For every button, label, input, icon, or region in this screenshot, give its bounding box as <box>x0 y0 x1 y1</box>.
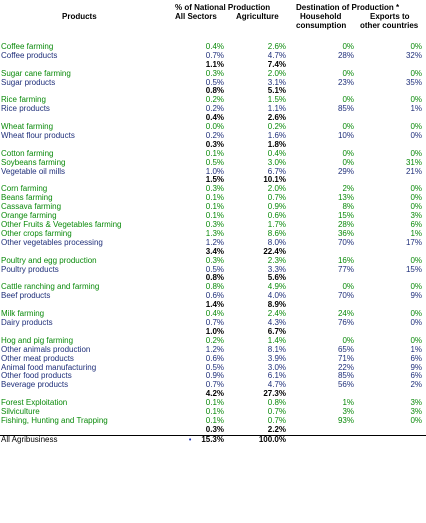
agriculture-value: 1.5% <box>267 96 286 105</box>
table-body <box>0 34 426 435</box>
agriculture-value: 3.9% <box>267 354 286 363</box>
agriculture-value: 3.1% <box>267 78 286 87</box>
all-sectors-value: 0.1% <box>205 194 224 203</box>
exports-value: 0% <box>410 42 422 51</box>
all-sectors-value: 0.7% <box>205 381 224 390</box>
product-name: Hog and pig farming <box>1 336 74 345</box>
all-sectors-value: 0.1% <box>205 416 224 425</box>
household-value <box>290 34 358 43</box>
exports-value <box>358 61 426 70</box>
all-sectors-value: 0.8% <box>205 274 224 283</box>
all-sectors-value: 0.5% <box>205 265 224 274</box>
household-value: 15% <box>337 212 354 221</box>
product-name: Cassava farming <box>1 203 62 212</box>
product-name <box>0 274 165 283</box>
agriculture-value: 2.6% <box>267 114 286 123</box>
agriculture-value: 0.4% <box>267 149 286 158</box>
table-row <box>0 79 426 88</box>
exports-value: 1% <box>410 105 422 114</box>
products-header: Products <box>62 12 97 21</box>
product-name <box>0 248 165 257</box>
product-name: Forest Exploitation <box>1 399 68 408</box>
agriculture-value: 8.1% <box>267 345 286 354</box>
all-sectors-value: 0.8% <box>205 87 224 96</box>
all-sectors-value: 0.1% <box>205 203 224 212</box>
table-row <box>0 257 426 266</box>
subtotal-row <box>0 176 426 185</box>
table-row <box>0 168 426 177</box>
household-value: 2% <box>342 185 354 194</box>
agriculture-value: 5.6% <box>267 274 286 283</box>
all-sectors-value: 0.5% <box>205 363 224 372</box>
agriculture-value: 2.0% <box>267 185 286 194</box>
agriculture-value: 8.9% <box>267 301 286 310</box>
all-sectors-header: All Sectors <box>175 12 217 21</box>
household-value: 8% <box>342 203 354 212</box>
all-sectors-value: 0.3% <box>205 425 224 434</box>
product-name: Rice products <box>1 105 50 114</box>
all-sectors-value: 1.4% <box>205 301 224 310</box>
table-row <box>0 408 426 417</box>
product-name <box>0 426 165 435</box>
product-name: Coffee products <box>1 51 58 60</box>
total-all-value: 15.3% <box>201 435 224 444</box>
agriculture-value: 0.7% <box>267 194 286 203</box>
exports-value: 6% <box>410 221 422 230</box>
product-name: Soybeans farming <box>1 158 66 167</box>
table-row <box>0 310 426 319</box>
exports-value <box>358 114 426 123</box>
exports-value: 0% <box>410 185 422 194</box>
agriculture-value: 4.0% <box>267 292 286 301</box>
table-row <box>0 355 426 364</box>
household-value: 0% <box>342 123 354 132</box>
subtotal-row <box>0 301 426 310</box>
agriculture-value: 0.6% <box>267 212 286 221</box>
household-value: 10% <box>337 131 354 140</box>
total-row <box>0 435 426 445</box>
exports-value <box>358 34 426 43</box>
household-value: 0% <box>342 158 354 167</box>
total-exports <box>358 435 426 445</box>
household-value: 0% <box>342 96 354 105</box>
household-value: 1% <box>342 399 354 408</box>
table-row <box>0 123 426 132</box>
household-value: 0% <box>342 69 354 78</box>
total-household <box>290 435 358 445</box>
exports-header: Exports to <box>370 12 410 21</box>
exports-value: 3% <box>410 399 422 408</box>
product-name <box>0 176 165 185</box>
product-name: Other animals production <box>1 345 91 354</box>
exports-value: 0% <box>410 256 422 265</box>
product-name: Poultry and egg production <box>1 256 97 265</box>
all-sectors-value: 3.4% <box>205 247 224 256</box>
product-name <box>0 390 165 399</box>
all-sectors-value: 0.3% <box>205 221 224 230</box>
agriculture-value: 2.6% <box>267 42 286 51</box>
household-value: 29% <box>337 167 354 176</box>
product-name: Vegetable oil mills <box>1 167 66 176</box>
household-value <box>290 426 358 435</box>
household-value <box>290 274 358 283</box>
table-row <box>0 132 426 141</box>
exports-value: 0% <box>410 336 422 345</box>
table-row <box>0 346 426 355</box>
agriculture-value: 0.2% <box>267 123 286 132</box>
exports-value: 0% <box>410 194 422 203</box>
table-row <box>0 105 426 114</box>
table-row <box>0 96 426 105</box>
household-value: 0% <box>342 149 354 158</box>
exports-value: 0% <box>410 69 422 78</box>
all-sectors-value: 0.1% <box>205 212 224 221</box>
table-row <box>0 221 426 230</box>
household-value: 24% <box>337 310 354 319</box>
exports-value <box>358 328 426 337</box>
household-value <box>290 328 358 337</box>
exports-value: 3% <box>410 212 422 221</box>
agriculture-value: 4.7% <box>267 51 286 60</box>
household-value <box>290 301 358 310</box>
household-value: 65% <box>337 345 354 354</box>
agriculture-value <box>228 34 290 43</box>
all-sectors-value: 0.5% <box>205 158 224 167</box>
all-sectors-value: 0.3% <box>205 256 224 265</box>
product-name <box>0 301 165 310</box>
agriculture-value: 3.3% <box>267 265 286 274</box>
all-sectors-value: 0.9% <box>205 372 224 381</box>
all-sectors-value: 0.4% <box>205 310 224 319</box>
all-sectors-value: 0.6% <box>205 292 224 301</box>
product-name: Orange farming <box>1 212 57 221</box>
exports-value: 0% <box>410 318 422 327</box>
household-value <box>290 87 358 96</box>
product-name: Other vegetables processing <box>1 238 103 247</box>
exports-value <box>358 274 426 283</box>
agriculture-value: 6.7% <box>267 327 286 336</box>
exports-value: 0% <box>410 283 422 292</box>
product-name <box>0 328 165 337</box>
product-name <box>0 114 165 123</box>
exports-value: 0% <box>410 96 422 105</box>
agriculture-value: 0.8% <box>267 399 286 408</box>
household-value <box>290 61 358 70</box>
product-name: Beverage products <box>1 381 69 390</box>
all-sectors-value: 0.5% <box>205 78 224 87</box>
table-row <box>0 239 426 248</box>
household-value: 23% <box>337 78 354 87</box>
all-sectors-value: 1.3% <box>205 229 224 238</box>
exports-value: 2% <box>410 381 422 390</box>
agriculture-value: 0.7% <box>267 408 286 417</box>
all-sectors-value: 1.0% <box>205 327 224 336</box>
household-value: 0% <box>342 336 354 345</box>
agriculture-value: 1.6% <box>267 131 286 140</box>
exports-value: 35% <box>405 78 422 87</box>
agriculture-value: 4.9% <box>267 283 286 292</box>
table-header <box>0 0 426 34</box>
agriculture-value: 2.4% <box>267 310 286 319</box>
household-value: 85% <box>337 105 354 114</box>
exports-value: 31% <box>405 158 422 167</box>
household-value <box>290 248 358 257</box>
product-name <box>0 141 165 150</box>
agriculture-value: 10.1% <box>263 176 286 185</box>
all-sectors-value: 1.5% <box>205 176 224 185</box>
table-row <box>0 337 426 346</box>
agriculture-value: 1.4% <box>267 336 286 345</box>
total-agriculture: 100.0% <box>228 435 290 445</box>
table-row <box>0 417 426 426</box>
table-row <box>0 203 426 212</box>
agriculture-value: 22.4% <box>263 247 286 256</box>
exports-value: 9% <box>410 292 422 301</box>
exports-value: 32% <box>405 51 422 60</box>
exports-value: 15% <box>405 265 422 274</box>
household-value: 22% <box>337 363 354 372</box>
table-row <box>0 266 426 275</box>
all-sectors-value: 1.2% <box>205 345 224 354</box>
household-value: 70% <box>337 292 354 301</box>
exports-value: 0% <box>410 310 422 319</box>
exports-value: 6% <box>410 372 422 381</box>
household-value <box>290 114 358 123</box>
agriculture-value: 2.0% <box>267 69 286 78</box>
household-value: 70% <box>337 238 354 247</box>
exports-value: 0% <box>410 203 422 212</box>
product-name: Wheat flour products <box>1 131 75 140</box>
household-value: 56% <box>337 381 354 390</box>
exports-value: 17% <box>405 238 422 247</box>
subtotal-row <box>0 426 426 435</box>
agriculture-value: 8.0% <box>267 238 286 247</box>
all-sectors-value: 0.1% <box>205 399 224 408</box>
all-sectors-value: 0.7% <box>205 51 224 60</box>
table-row <box>0 399 426 408</box>
exports-value: 0% <box>410 416 422 425</box>
subtotal-row <box>0 114 426 123</box>
exports-value: 0% <box>410 131 422 140</box>
all-sectors-value: 0.2% <box>205 96 224 105</box>
table-row <box>0 212 426 221</box>
subtotal-row <box>0 274 426 283</box>
agriculture-value: 2.3% <box>267 256 286 265</box>
agriculture-value: 1.1% <box>267 105 286 114</box>
agriculture-value: 3.0% <box>267 158 286 167</box>
product-name: Cattle ranching and farming <box>1 283 100 292</box>
agriculture-header: Agriculture <box>236 12 279 21</box>
household-value <box>290 176 358 185</box>
product-name: Wheat farming <box>1 123 54 132</box>
product-name: Rice farming <box>1 96 46 105</box>
product-name: Other Fruits & Vegetables farming <box>1 221 122 230</box>
exports-value: 6% <box>410 354 422 363</box>
product-name: Poultry products <box>1 265 59 274</box>
product-name: Sugar cane farming <box>1 69 71 78</box>
product-name <box>0 87 165 96</box>
subtotal-row <box>0 61 426 70</box>
product-name: Fishing, Hunting and Trapping <box>1 416 108 425</box>
subtotal-row <box>0 141 426 150</box>
agriculture-value: 7.4% <box>267 60 286 69</box>
agriculture-value: 8.6% <box>267 229 286 238</box>
exports-value <box>358 426 426 435</box>
product-name: Cotton farming <box>1 149 54 158</box>
all-sectors-value: 1.1% <box>205 60 224 69</box>
table-row <box>0 43 426 52</box>
all-sectors-value: 0.6% <box>205 354 224 363</box>
exports-value <box>358 390 426 399</box>
exports-value <box>358 248 426 257</box>
household-value: 16% <box>337 256 354 265</box>
agriculture-value: 0.7% <box>267 416 286 425</box>
product-name <box>0 61 165 70</box>
household-value: 85% <box>337 372 354 381</box>
table-row <box>0 159 426 168</box>
other-countries-header: other countries <box>360 21 419 30</box>
table-row <box>0 70 426 79</box>
product-name <box>0 34 165 43</box>
consumption-header: consumption <box>296 21 347 30</box>
table-row <box>0 292 426 301</box>
all-sectors-value: 0.1% <box>205 149 224 158</box>
all-sectors-value: 0.4% <box>205 114 224 123</box>
all-sectors-value: 0.0% <box>205 123 224 132</box>
subtotal-row <box>0 248 426 257</box>
table-row <box>0 319 426 328</box>
all-sectors-value: 0.7% <box>205 318 224 327</box>
household-value: 28% <box>337 51 354 60</box>
all-sectors-value: 4.2% <box>205 390 224 399</box>
all-sectors-value: 0.1% <box>205 408 224 417</box>
subtotal-row <box>0 328 426 337</box>
household-value: 93% <box>337 416 354 425</box>
all-sectors-value: 0.3% <box>205 140 224 149</box>
household-value: 0% <box>342 42 354 51</box>
table-row <box>0 364 426 373</box>
all-sectors-value: 0.3% <box>205 185 224 194</box>
table-row <box>0 52 426 61</box>
subtotal-row <box>0 87 426 96</box>
product-name: Animal food manufacturing <box>1 363 97 372</box>
agriculture-value: 1.8% <box>267 140 286 149</box>
exports-value <box>358 141 426 150</box>
household-value: 77% <box>337 265 354 274</box>
product-name: Beef products <box>1 292 51 301</box>
household-header: Household <box>300 12 342 21</box>
total-label: All Agribusiness <box>0 435 165 445</box>
agribusiness-table <box>0 34 426 446</box>
exports-value <box>358 176 426 185</box>
exports-value: 21% <box>405 167 422 176</box>
agriculture-value: 6.1% <box>267 372 286 381</box>
all-sectors-value: 1.0% <box>205 167 224 176</box>
household-value: 76% <box>337 318 354 327</box>
national-production-header: % of National Production <box>175 3 271 12</box>
exports-value: 9% <box>410 363 422 372</box>
exports-value: 0% <box>410 123 422 132</box>
all-sectors-value: 0.2% <box>205 105 224 114</box>
exports-value: 3% <box>410 408 422 417</box>
product-name: Other food products <box>1 372 72 381</box>
all-sectors-value: 0.2% <box>205 131 224 140</box>
product-name: Other crops farming <box>1 229 72 238</box>
all-sectors-value: 0.3% <box>205 69 224 78</box>
spacer-row <box>0 34 426 43</box>
product-name: Coffee farming <box>1 42 54 51</box>
total-all-sectors <box>165 435 228 445</box>
household-value: 13% <box>337 194 354 203</box>
product-name: Silviculture <box>1 408 40 417</box>
table-row <box>0 185 426 194</box>
household-value: 3% <box>342 408 354 417</box>
all-sectors-value: 1.2% <box>205 238 224 247</box>
subtotal-row <box>0 390 426 399</box>
table-row <box>0 381 426 390</box>
agriculture-value: 4.3% <box>267 318 286 327</box>
agriculture-value: 3.0% <box>267 363 286 372</box>
household-value: 71% <box>337 354 354 363</box>
table-row <box>0 283 426 292</box>
product-name: Other meat products <box>1 354 74 363</box>
agriculture-value: 6.7% <box>267 167 286 176</box>
household-value <box>290 390 358 399</box>
all-sectors-value: 0.2% <box>205 336 224 345</box>
agriculture-value: 0.9% <box>267 203 286 212</box>
exports-value: 1% <box>410 229 422 238</box>
table-row <box>0 194 426 203</box>
agriculture-value: 4.7% <box>267 381 286 390</box>
exports-value: 0% <box>410 149 422 158</box>
agriculture-value: 2.2% <box>267 425 286 434</box>
table-row <box>0 372 426 381</box>
table-row <box>0 150 426 159</box>
agriculture-value: 5.1% <box>267 87 286 96</box>
household-value: 28% <box>337 221 354 230</box>
table-row <box>0 230 426 239</box>
all-sectors-value <box>165 34 228 43</box>
exports-value <box>358 87 426 96</box>
product-name: Corn farming <box>1 185 48 194</box>
household-value: 36% <box>337 229 354 238</box>
agriculture-value: 1.7% <box>267 221 286 230</box>
all-sectors-value: 0.4% <box>205 42 224 51</box>
household-value: 0% <box>342 283 354 292</box>
product-name: Beans farming <box>1 194 53 203</box>
all-sectors-value: 0.8% <box>205 283 224 292</box>
exports-value <box>358 301 426 310</box>
household-value <box>290 141 358 150</box>
exports-value: 1% <box>410 345 422 354</box>
destination-header: Destination of Production * <box>296 3 400 12</box>
product-name: Dairy products <box>1 318 53 327</box>
product-name: Milk farming <box>1 310 45 319</box>
marker-dot: • <box>188 436 192 444</box>
agriculture-value: 27.3% <box>263 390 286 399</box>
product-name: Sugar products <box>1 78 56 87</box>
